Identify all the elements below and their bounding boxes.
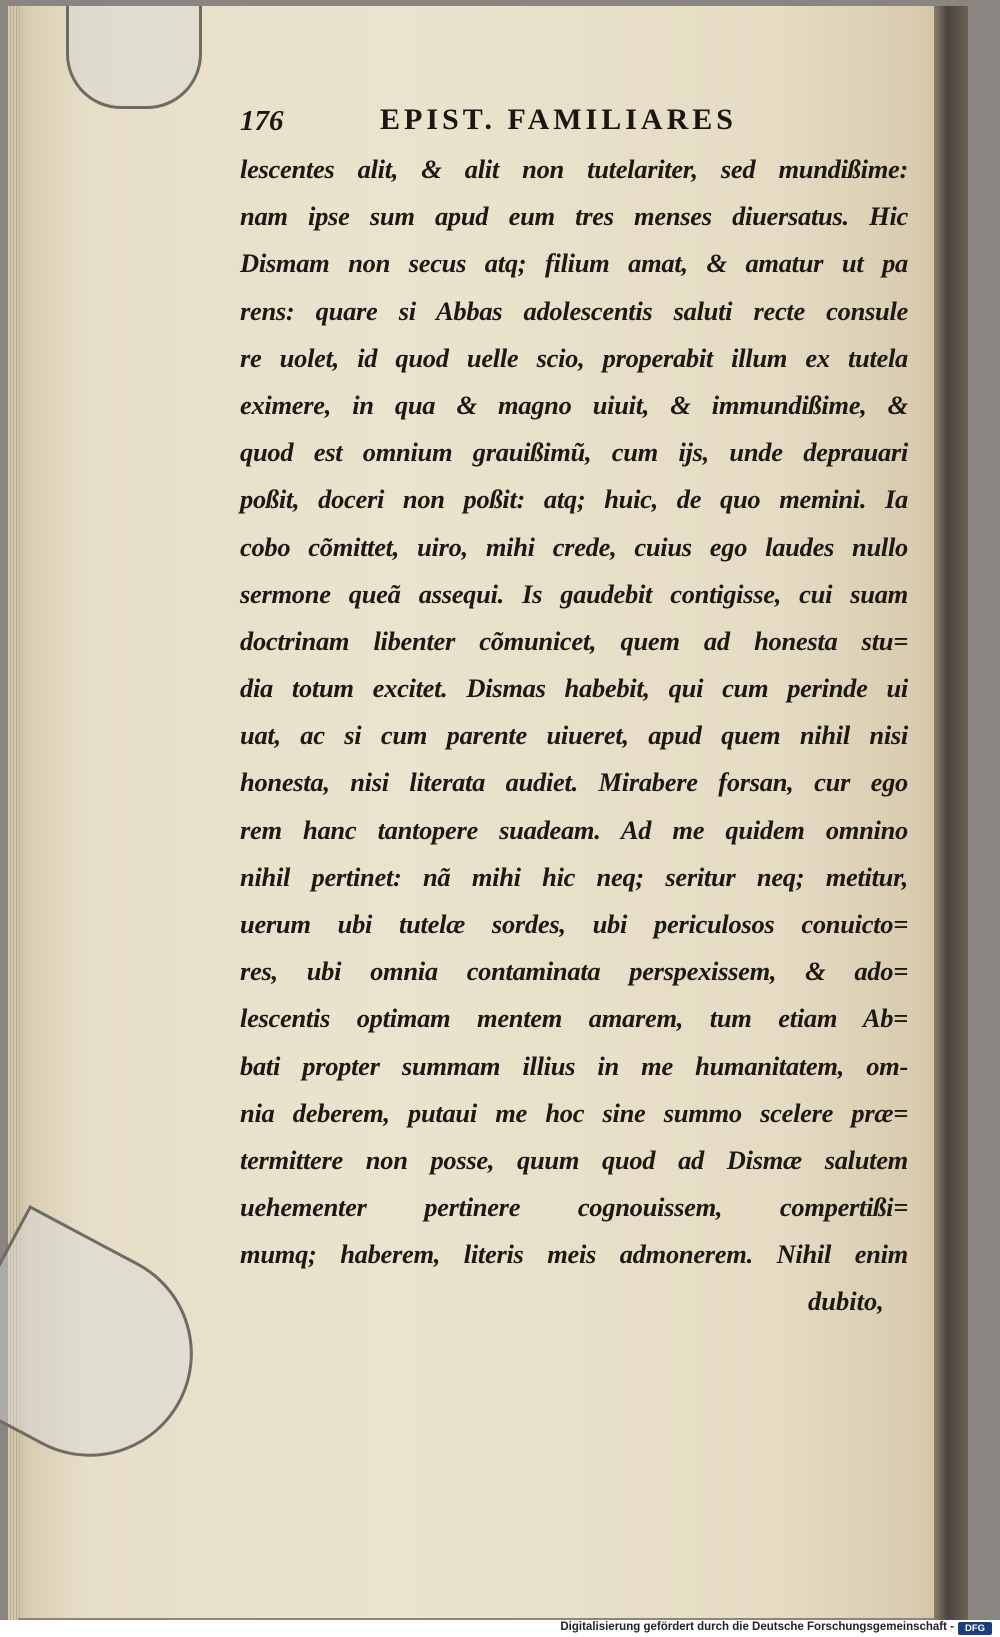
- text-line: Dismam non secus atq; filium amat, & amatur ut pa: [240, 248, 908, 279]
- text-line: res, ubi omnia contaminata perspexissem, & ado=: [240, 956, 908, 987]
- page-header: [240, 103, 890, 143]
- dfg-logo: DFG: [958, 1622, 992, 1635]
- binding-gutter: [934, 6, 968, 1620]
- text-line: rem hanc tantopere suadeam. Ad me quidem omnino: [240, 814, 908, 845]
- text-line: lescentes alit, & alit non tutelariter, sed mundißime:: [240, 154, 908, 184]
- text-line: nam ipse sum apud eum tres menses diuersatus. Hic: [240, 201, 908, 232]
- text-line: dia totum excitet. Dismas habebit, qui cum perinde ui: [240, 673, 908, 704]
- text-line: rens: quare si Abbas adolescentis saluti recte consule: [240, 295, 908, 326]
- text-line: uerum ubi tutelæ sordes, ubi periculosos conuicto=: [240, 909, 908, 939]
- page-clip-bottom: [0, 1205, 229, 1493]
- text-line: re uolet, id quod uelle scio, properabit illum ex tutela: [240, 342, 908, 373]
- text-line: uat, ac si cum parente uiueret, apud quem nihil nisi: [240, 720, 908, 751]
- book-page: [8, 6, 968, 1618]
- text-line: lescentis optimam mentem amarem, tum etiam Ab=: [240, 1003, 908, 1034]
- body-text: [240, 146, 908, 1279]
- text-line: termittere non posse, quum quod ad Dismæ salutem: [240, 1144, 908, 1175]
- text-line: cobo cõmittet, uiro, mihi crede, cuius ego laudes nullo: [240, 531, 908, 562]
- text-line: nia deberem, putaui me hoc sine summo scelere præ=: [240, 1097, 908, 1128]
- page-number: 176: [240, 105, 284, 137]
- text-line: bati propter summam illius in me humanitatem, om-: [240, 1050, 908, 1081]
- footer-credit: Digitalisierung gefördert durch die Deutsche Forschungsgemeinschaft -: [560, 1621, 954, 1633]
- text-line: eximere, in qua & magno uiuit, & immundißime, &: [240, 389, 908, 420]
- text-line: quod est omnium grauißimũ, cum ijs, unde deprauari: [240, 437, 908, 468]
- text-line: honesta, nisi literata audiet. Mirabere forsan, cur ego: [240, 767, 908, 798]
- running-head: EPIST. FAMILIARES: [380, 103, 737, 136]
- text-line: mumq; haberem, literis meis admonerem. Nihil enim: [240, 1239, 908, 1270]
- catchword: dubito,: [808, 1286, 884, 1316]
- text-line: sermone queã assequi. Is gaudebit contigisse, cui suam: [240, 578, 908, 609]
- text-line: poßit, doceri non poßit: atq; huic, de quo memini. Ia: [240, 484, 908, 515]
- text-line: uehementer pertinere cognouissem, compertißi=: [240, 1192, 908, 1223]
- text-line: doctrinam libenter cõmunicet, quem ad honesta stu=: [240, 625, 908, 656]
- page-clip-top: [66, 6, 202, 109]
- text-line: nihil pertinet: nã mihi hic neq; seritur neq; metitur,: [240, 861, 908, 892]
